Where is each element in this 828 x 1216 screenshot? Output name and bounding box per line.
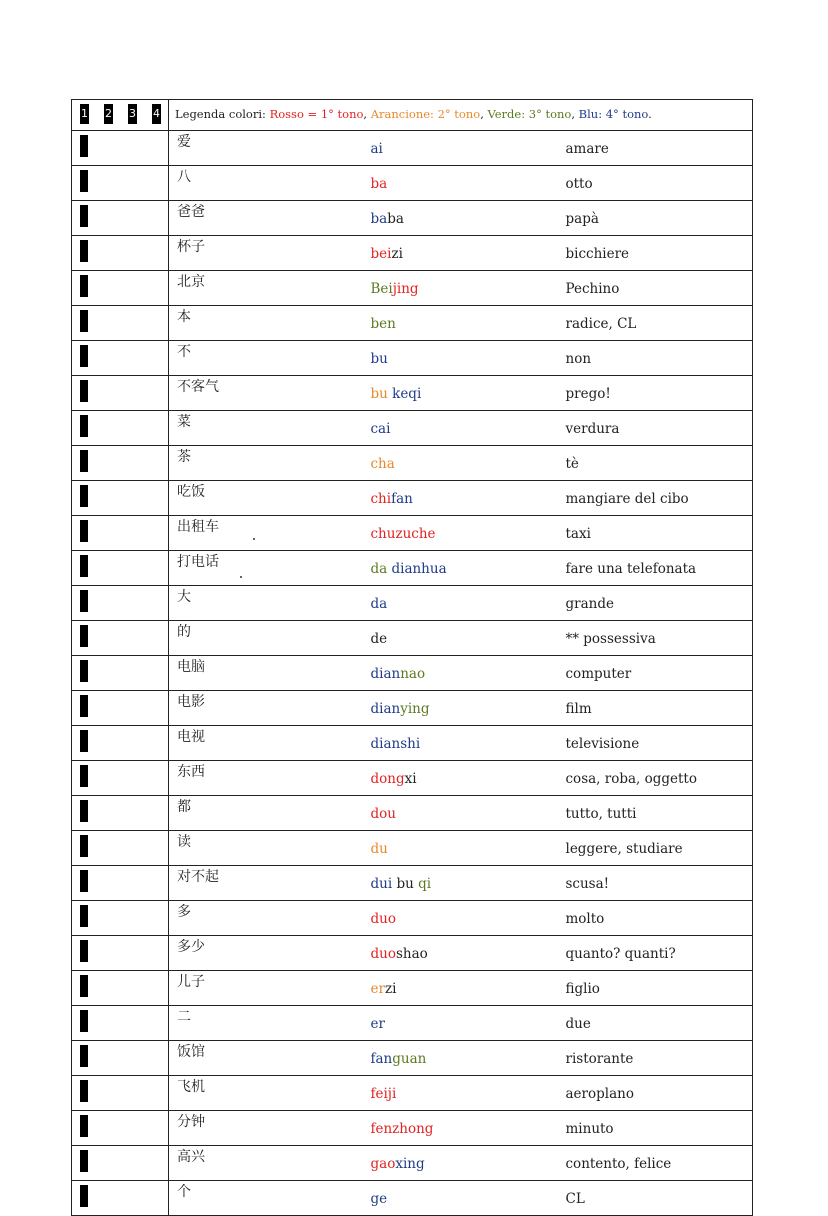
translation-cell: scusa! (558, 866, 753, 901)
pinyin-cell (363, 1076, 558, 1111)
pinyin-cell (363, 516, 558, 551)
hanzi-cell: 对不起 (169, 866, 363, 901)
hanzi-cell: 都 (169, 796, 363, 831)
hanzi-cell: 杯子 (169, 236, 363, 271)
row-marker-cell (72, 516, 169, 551)
pinyin-syllable: er (370, 981, 385, 998)
table-row (72, 341, 753, 376)
table-row (72, 1076, 753, 1111)
translation-cell: verdura (558, 411, 753, 446)
row-marker (80, 940, 88, 962)
hanzi-cell: 不 (169, 341, 363, 376)
row-marker-cell (72, 1041, 169, 1076)
legend-segment: Legenda colori: (175, 107, 270, 122)
row-marker (80, 1115, 88, 1137)
pinyin-cell (363, 411, 558, 446)
table-row (72, 726, 753, 761)
table-row (72, 411, 753, 446)
pinyin-syllable: dian (370, 666, 401, 683)
row-marker (80, 275, 88, 297)
table-row (72, 166, 753, 201)
pinyin-syllable: shao (395, 946, 428, 963)
legend-segment: Rosso = 1° tono (269, 107, 364, 122)
pinyin-syllable: dui (370, 876, 397, 893)
table-row (72, 1041, 753, 1076)
table-row (72, 621, 753, 656)
pinyin-cell (363, 1041, 558, 1076)
legend-segment: , (363, 107, 371, 122)
pinyin-syllable: bu (370, 386, 393, 403)
pinyin-syllable: duo (370, 946, 396, 963)
legend-segment: , (571, 107, 579, 122)
vocabulary-table (71, 99, 753, 1216)
pinyin-cell (363, 726, 558, 761)
row-marker (80, 800, 88, 822)
row-marker (80, 135, 88, 157)
hanzi-cell: 多少 (169, 936, 363, 971)
pinyin-cell (363, 341, 558, 376)
row-marker (80, 380, 88, 402)
pinyin-cell (363, 1111, 558, 1146)
pinyin-syllable: ge (370, 1191, 388, 1208)
translation-cell: quanto? quanti? (558, 936, 753, 971)
pinyin-cell (363, 376, 558, 411)
translation-cell: ** possessiva (558, 621, 753, 656)
pinyin-syllable: dianshi (370, 736, 421, 753)
hanzi-cell: 爸爸 (169, 201, 363, 236)
pinyin-syllable: qi (418, 876, 432, 893)
row-marker (80, 1045, 88, 1067)
pinyin-syllable: ying (400, 701, 430, 718)
pinyin-cell (363, 586, 558, 621)
table-row (72, 516, 753, 551)
hanzi-cell: 二 (169, 1006, 363, 1041)
row-marker-cell (72, 901, 169, 936)
pinyin-cell (363, 166, 558, 201)
pinyin-cell (363, 831, 558, 866)
hanzi-cell: 电视 (169, 726, 363, 761)
hanzi-cell: 菜 (169, 411, 363, 446)
row-marker-cell (72, 166, 169, 201)
pinyin-cell (363, 551, 558, 586)
row-marker-cell (72, 551, 169, 586)
pinyin-syllable: fan (391, 491, 413, 508)
table-row (72, 1146, 753, 1181)
translation-cell: CL (558, 1181, 753, 1216)
pinyin-syllable: fan (370, 1051, 393, 1068)
color-legend (169, 100, 753, 131)
hanzi-cell: 茶 (169, 446, 363, 481)
table-row (72, 306, 753, 341)
hanzi-cell: 八 (169, 166, 363, 201)
pinyin-cell (363, 271, 558, 306)
table-row (72, 691, 753, 726)
pinyin-cell (363, 1181, 558, 1216)
pinyin-syllable: duo (370, 911, 396, 928)
pinyin-cell (363, 656, 558, 691)
table-row (72, 131, 753, 166)
legend-segment: , (480, 107, 488, 122)
translation-cell: otto (558, 166, 753, 201)
translation-cell: Pechino (558, 271, 753, 306)
row-marker (80, 170, 88, 192)
pinyin-syllable: dong (370, 771, 405, 788)
translation-cell: computer (558, 656, 753, 691)
pinyin-syllable: bei (370, 246, 392, 263)
hanzi-cell: 吃饭 (169, 481, 363, 516)
translation-cell: prego! (558, 376, 753, 411)
row-marker-cell (72, 586, 169, 621)
pinyin-syllable: da (370, 596, 388, 613)
legend-segment: Arancione: 2° tono (370, 107, 481, 122)
row-marker-cell (72, 1076, 169, 1111)
row-marker (80, 520, 88, 542)
translation-cell: figlio (558, 971, 753, 1006)
pinyin-cell (363, 1006, 558, 1041)
translation-cell: radice, CL (558, 306, 753, 341)
row-marker-cell (72, 1111, 169, 1146)
pinyin-syllable: ben (370, 316, 396, 333)
row-marker (80, 660, 88, 682)
tone-number-2: 2 (104, 104, 113, 124)
row-marker (80, 870, 88, 892)
hanzi-cell: 爱 (169, 131, 363, 166)
row-marker-cell (72, 201, 169, 236)
pinyin-syllable: ai (370, 141, 383, 158)
row-marker-cell (72, 306, 169, 341)
table-row (72, 971, 753, 1006)
pinyin-syllable: ba (387, 211, 404, 228)
row-marker (80, 1150, 88, 1172)
row-marker (80, 695, 88, 717)
row-marker (80, 240, 88, 262)
pinyin-cell (363, 131, 558, 166)
pinyin-syllable: dou (370, 806, 396, 823)
hanzi-cell: 电影 (169, 691, 363, 726)
pinyin-syllable: bu (370, 351, 388, 368)
translation-cell: grande (558, 586, 753, 621)
row-marker (80, 415, 88, 437)
row-marker-cell (72, 831, 169, 866)
legend-segment: . (648, 107, 652, 122)
table-row (72, 236, 753, 271)
hanzi-cell: 飞机 (169, 1076, 363, 1111)
table-row (72, 201, 753, 236)
table-row (72, 796, 753, 831)
row-marker (80, 555, 88, 577)
translation-cell: bicchiere (558, 236, 753, 271)
translation-cell: ristorante (558, 1041, 753, 1076)
translation-cell: taxi (558, 516, 753, 551)
row-marker-cell (72, 411, 169, 446)
translation-cell: molto (558, 901, 753, 936)
hanzi-cell: 读 (169, 831, 363, 866)
legend-segment: Blu: 4° tono (578, 107, 649, 122)
row-marker-cell (72, 481, 169, 516)
tone-number-3: 3 (128, 104, 137, 124)
pinyin-cell (363, 306, 558, 341)
pinyin-syllable: de (370, 631, 388, 648)
tone-number-1: 1 (80, 104, 89, 124)
row-marker-cell (72, 1006, 169, 1041)
tone-number-cell (72, 100, 169, 131)
stray-dot (253, 538, 255, 540)
pinyin-syllable: er (370, 1016, 385, 1033)
translation-cell: amare (558, 131, 753, 166)
pinyin-cell (363, 621, 558, 656)
row-marker (80, 1185, 88, 1207)
row-marker-cell (72, 866, 169, 901)
row-marker (80, 590, 88, 612)
row-marker-cell (72, 761, 169, 796)
translation-cell: cosa, roba, oggetto (558, 761, 753, 796)
pinyin-cell (363, 971, 558, 1006)
translation-cell: mangiare del cibo (558, 481, 753, 516)
stray-dot (240, 576, 242, 578)
pinyin-syllable: zi (384, 981, 397, 998)
pinyin-cell (363, 201, 558, 236)
hanzi-cell: 不客气 (169, 376, 363, 411)
row-marker (80, 1010, 88, 1032)
table-row (72, 551, 753, 586)
translation-cell: papà (558, 201, 753, 236)
row-marker-cell (72, 341, 169, 376)
pinyin-cell (363, 796, 558, 831)
pinyin-cell (363, 866, 558, 901)
pinyin-cell (363, 236, 558, 271)
hanzi-cell: 高兴 (169, 1146, 363, 1181)
hanzi-cell: 出租车 (169, 516, 363, 551)
pinyin-syllable: da (370, 561, 392, 578)
table-row (72, 761, 753, 796)
hanzi-cell: 大 (169, 586, 363, 621)
pinyin-syllable: cha (370, 456, 395, 473)
table-row (72, 1006, 753, 1041)
pinyin-syllable: dian (370, 701, 401, 718)
hanzi-cell: 多 (169, 901, 363, 936)
row-marker-cell (72, 1146, 169, 1181)
row-marker (80, 485, 88, 507)
translation-cell: tutto, tutti (558, 796, 753, 831)
hanzi-cell: 分钟 (169, 1111, 363, 1146)
pinyin-syllable: bu (396, 876, 419, 893)
row-marker (80, 625, 88, 647)
row-marker-cell (72, 656, 169, 691)
pinyin-syllable: dianhua (391, 561, 447, 578)
row-marker (80, 765, 88, 787)
legend-segment: Verde: 3° tono (487, 107, 572, 122)
translation-cell: tè (558, 446, 753, 481)
row-marker-cell (72, 446, 169, 481)
translation-cell: fare una telefonata (558, 551, 753, 586)
pinyin-syllable: du (370, 841, 388, 858)
translation-cell: aeroplano (558, 1076, 753, 1111)
row-marker-cell (72, 1181, 169, 1216)
translation-cell: non (558, 341, 753, 376)
table-row (72, 831, 753, 866)
translation-cell: minuto (558, 1111, 753, 1146)
row-marker-cell (72, 236, 169, 271)
pinyin-syllable: xi (404, 771, 417, 788)
pinyin-cell (363, 446, 558, 481)
pinyin-syllable: feiji (370, 1086, 397, 1103)
row-marker (80, 345, 88, 367)
row-marker (80, 310, 88, 332)
row-marker (80, 905, 88, 927)
pinyin-syllable: jing (392, 281, 419, 298)
translation-cell: due (558, 1006, 753, 1041)
pinyin-cell (363, 481, 558, 516)
pinyin-syllable: ba (370, 176, 388, 193)
translation-cell: leggere, studiare (558, 831, 753, 866)
hanzi-cell: 的 (169, 621, 363, 656)
hanzi-cell: 电脑 (169, 656, 363, 691)
hanzi-cell: 打电话 (169, 551, 363, 586)
pinyin-syllable: zi (391, 246, 403, 263)
header-row (72, 100, 753, 131)
table-row (72, 586, 753, 621)
row-marker (80, 730, 88, 752)
row-marker-cell (72, 691, 169, 726)
translation-cell: contento, felice (558, 1146, 753, 1181)
table-row (72, 1111, 753, 1146)
pinyin-cell (363, 901, 558, 936)
table-row (72, 936, 753, 971)
hanzi-cell: 儿子 (169, 971, 363, 1006)
table-row (72, 866, 753, 901)
pinyin-syllable: keqi (392, 386, 422, 403)
row-marker-cell (72, 271, 169, 306)
hanzi-cell: 本 (169, 306, 363, 341)
row-marker (80, 975, 88, 997)
row-marker (80, 1080, 88, 1102)
table-row (72, 656, 753, 691)
row-marker-cell (72, 376, 169, 411)
table-row (72, 481, 753, 516)
tone-number-4: 4 (152, 104, 161, 124)
pinyin-syllable: xing (395, 1156, 425, 1173)
pinyin-syllable: Bei (370, 281, 393, 298)
pinyin-syllable: cai (370, 421, 391, 438)
row-marker-cell (72, 971, 169, 1006)
hanzi-cell: 饭馆 (169, 1041, 363, 1076)
pinyin-cell (363, 1146, 558, 1181)
pinyin-syllable: nao (400, 666, 426, 683)
table-row (72, 271, 753, 306)
hanzi-cell: 东西 (169, 761, 363, 796)
table-row (72, 901, 753, 936)
pinyin-cell (363, 691, 558, 726)
row-marker (80, 205, 88, 227)
row-marker-cell (72, 726, 169, 761)
pinyin-syllable: ba (370, 211, 388, 228)
row-marker-cell (72, 936, 169, 971)
row-marker-cell (72, 131, 169, 166)
table-body (72, 100, 753, 1216)
pinyin-syllable: chuzuche (370, 526, 436, 543)
translation-cell: film (558, 691, 753, 726)
pinyin-cell (363, 761, 558, 796)
hanzi-cell: 个 (169, 1181, 363, 1216)
row-marker-cell (72, 621, 169, 656)
pinyin-syllable: gao (370, 1156, 396, 1173)
pinyin-syllable: guan (392, 1051, 427, 1068)
translation-cell: televisione (558, 726, 753, 761)
hanzi-cell: 北京 (169, 271, 363, 306)
pinyin-syllable: fenzhong (370, 1121, 434, 1138)
pinyin-cell (363, 936, 558, 971)
table-row (72, 1181, 753, 1216)
table-row (72, 376, 753, 411)
row-marker (80, 835, 88, 857)
row-marker (80, 450, 88, 472)
pinyin-syllable: chi (370, 491, 392, 508)
row-marker-cell (72, 796, 169, 831)
table-row (72, 446, 753, 481)
